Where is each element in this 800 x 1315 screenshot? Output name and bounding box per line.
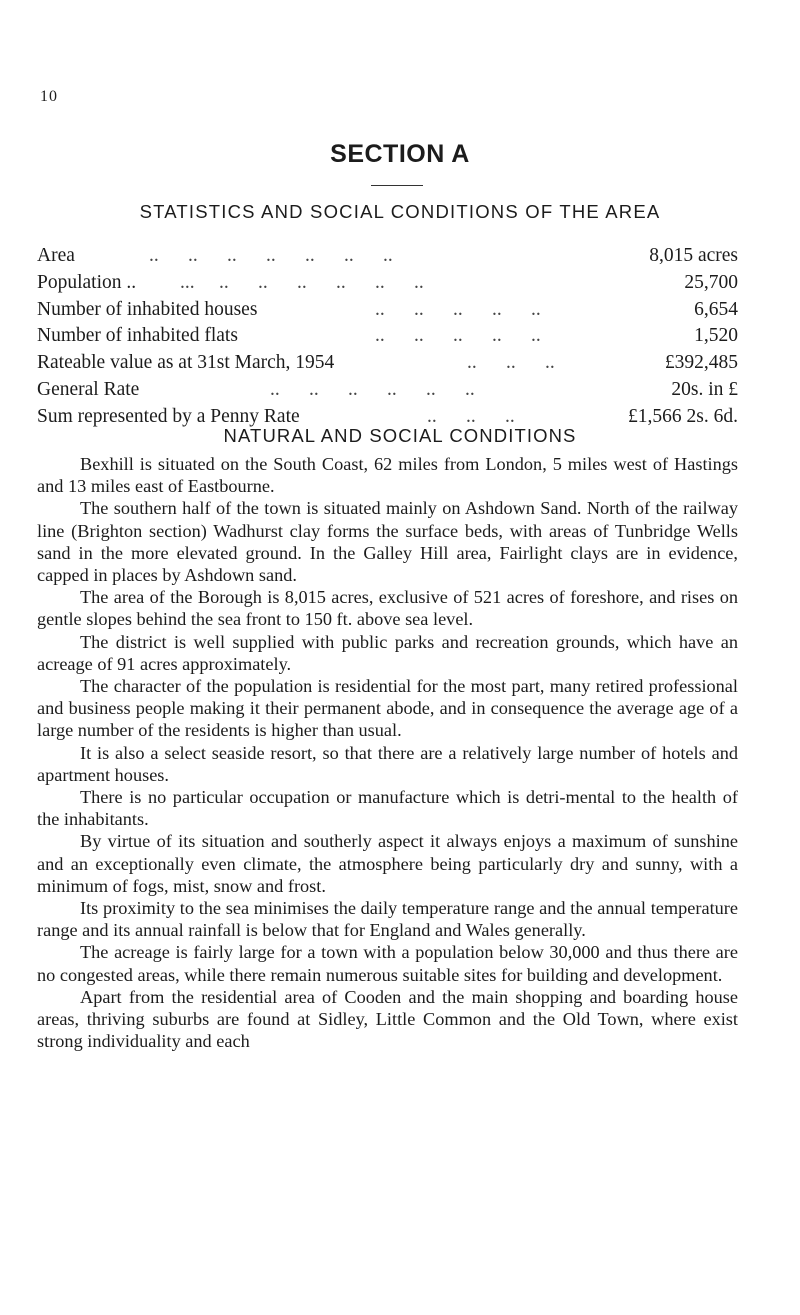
paragraph: It is also a select seaside resort, so that there are a relatively large number of hotels and apartment houses. bbox=[37, 742, 738, 785]
stat-label: Area bbox=[37, 245, 75, 266]
stat-label: Population .. bbox=[37, 271, 137, 293]
paragraph: The southern half of the town is situated mainly on Ashdown Sand. North of the railway line (Brighton section) Wadhurst clay forms the surface beds, with areas of Tunbridge Wells sand in the more elevated ground. In the Galley Hill area, Fairlight clays are in evidence, capped in places by Ashdown sand. bbox=[37, 498, 738, 586]
dot-leader: .. .. .. .. .. .. bbox=[270, 378, 475, 400]
stat-value: 1,520 bbox=[694, 325, 738, 347]
page-number: 10 bbox=[40, 88, 58, 105]
stat-row-area bbox=[37, 243, 738, 270]
paragraph: The district is well supplied with public parks and recreation grounds, which have an acreage of 91 acres approximately. bbox=[37, 631, 738, 674]
stat-row-houses bbox=[37, 297, 738, 324]
stat-row-rateable-value bbox=[37, 350, 738, 377]
stat-value: £392,485 bbox=[664, 352, 738, 374]
statistics-heading: STATISTICS AND SOCIAL CONDITIONS OF THE AREA bbox=[139, 201, 661, 222]
paragraph: The acreage is fairly large for a town with a population below 30,000 and thus there are no congested areas, while there remain numerous suitable sites for building and development. bbox=[37, 942, 738, 985]
stat-value: 20s. in £ bbox=[671, 378, 738, 400]
title-divider bbox=[371, 185, 423, 186]
natural-conditions-heading: NATURAL AND SOCIAL CONDITIONS bbox=[223, 425, 577, 446]
paragraph: By virtue of its situation and southerly aspect it always enjoys a maximum of sunshine and an exceptionally even climate, the atmosphere being particularly dry and sunny, with a minimum of fogs, mist, snow and frost. bbox=[37, 831, 738, 896]
stat-label: Number of inhabited flats bbox=[37, 325, 238, 347]
dot-leader: .. .. .. bbox=[427, 405, 515, 427]
paragraph: Bexhill is situated on the South Coast, 62 miles from London, 5 miles west of Hastings and 13 miles east of Eastbourne. bbox=[37, 454, 738, 497]
stat-label: Rateable value as at 31st March, 1954 bbox=[37, 352, 335, 374]
dot-leader: .. .. .. bbox=[467, 352, 555, 374]
section-title: SECTION A bbox=[330, 140, 470, 168]
stat-value: 8,015 acres bbox=[649, 245, 738, 266]
stat-value: 25,700 bbox=[684, 271, 738, 293]
stat-label: Sum represented by a Penny Rate bbox=[37, 405, 300, 427]
dot-leader: .. .. .. .. .. bbox=[375, 325, 541, 347]
paragraph: Its proximity to the sea minimises the daily temperature range and the annual temperature range and its annual rainfall is below that for England and Wales generally. bbox=[37, 898, 738, 941]
dot-leader: .. .. .. .. .. .. .. bbox=[149, 245, 393, 266]
paragraph: There is no particular occupation or manufacture which is detri-mental to the health of the inhabitants. bbox=[37, 787, 738, 830]
statistics-table bbox=[37, 243, 738, 431]
stat-row-population bbox=[37, 270, 738, 297]
paragraph: The area of the Borough is 8,015 acres, exclusive of 521 acres of foreshore, and rises on gentle slopes behind the sea front to 150 ft. above sea level. bbox=[37, 587, 738, 630]
stat-value: £1,566 2s. 6d. bbox=[628, 405, 738, 427]
stat-label: Number of inhabited houses bbox=[37, 298, 258, 320]
dot-leader: .. .. .. .. .. bbox=[375, 298, 541, 320]
stat-value: 6,654 bbox=[694, 298, 738, 320]
stat-label: General Rate bbox=[37, 378, 140, 400]
body-text bbox=[37, 453, 738, 1052]
stat-row-flats bbox=[37, 323, 738, 350]
paragraph: Apart from the residential area of Cooden and the main shopping and boarding house areas, thriving suburbs are found at Sidley, Little Common and the Old Town, where exist strong individuality and each bbox=[37, 986, 738, 1052]
paragraph: The character of the population is residential for the most part, many retired professional and business people making it their permanent abode, and in consequence the average age of a large number of the residents is higher than usual. bbox=[37, 676, 738, 741]
dot-leader: ... .. .. .. .. .. .. bbox=[180, 271, 424, 293]
stat-row-general-rate bbox=[37, 377, 738, 404]
